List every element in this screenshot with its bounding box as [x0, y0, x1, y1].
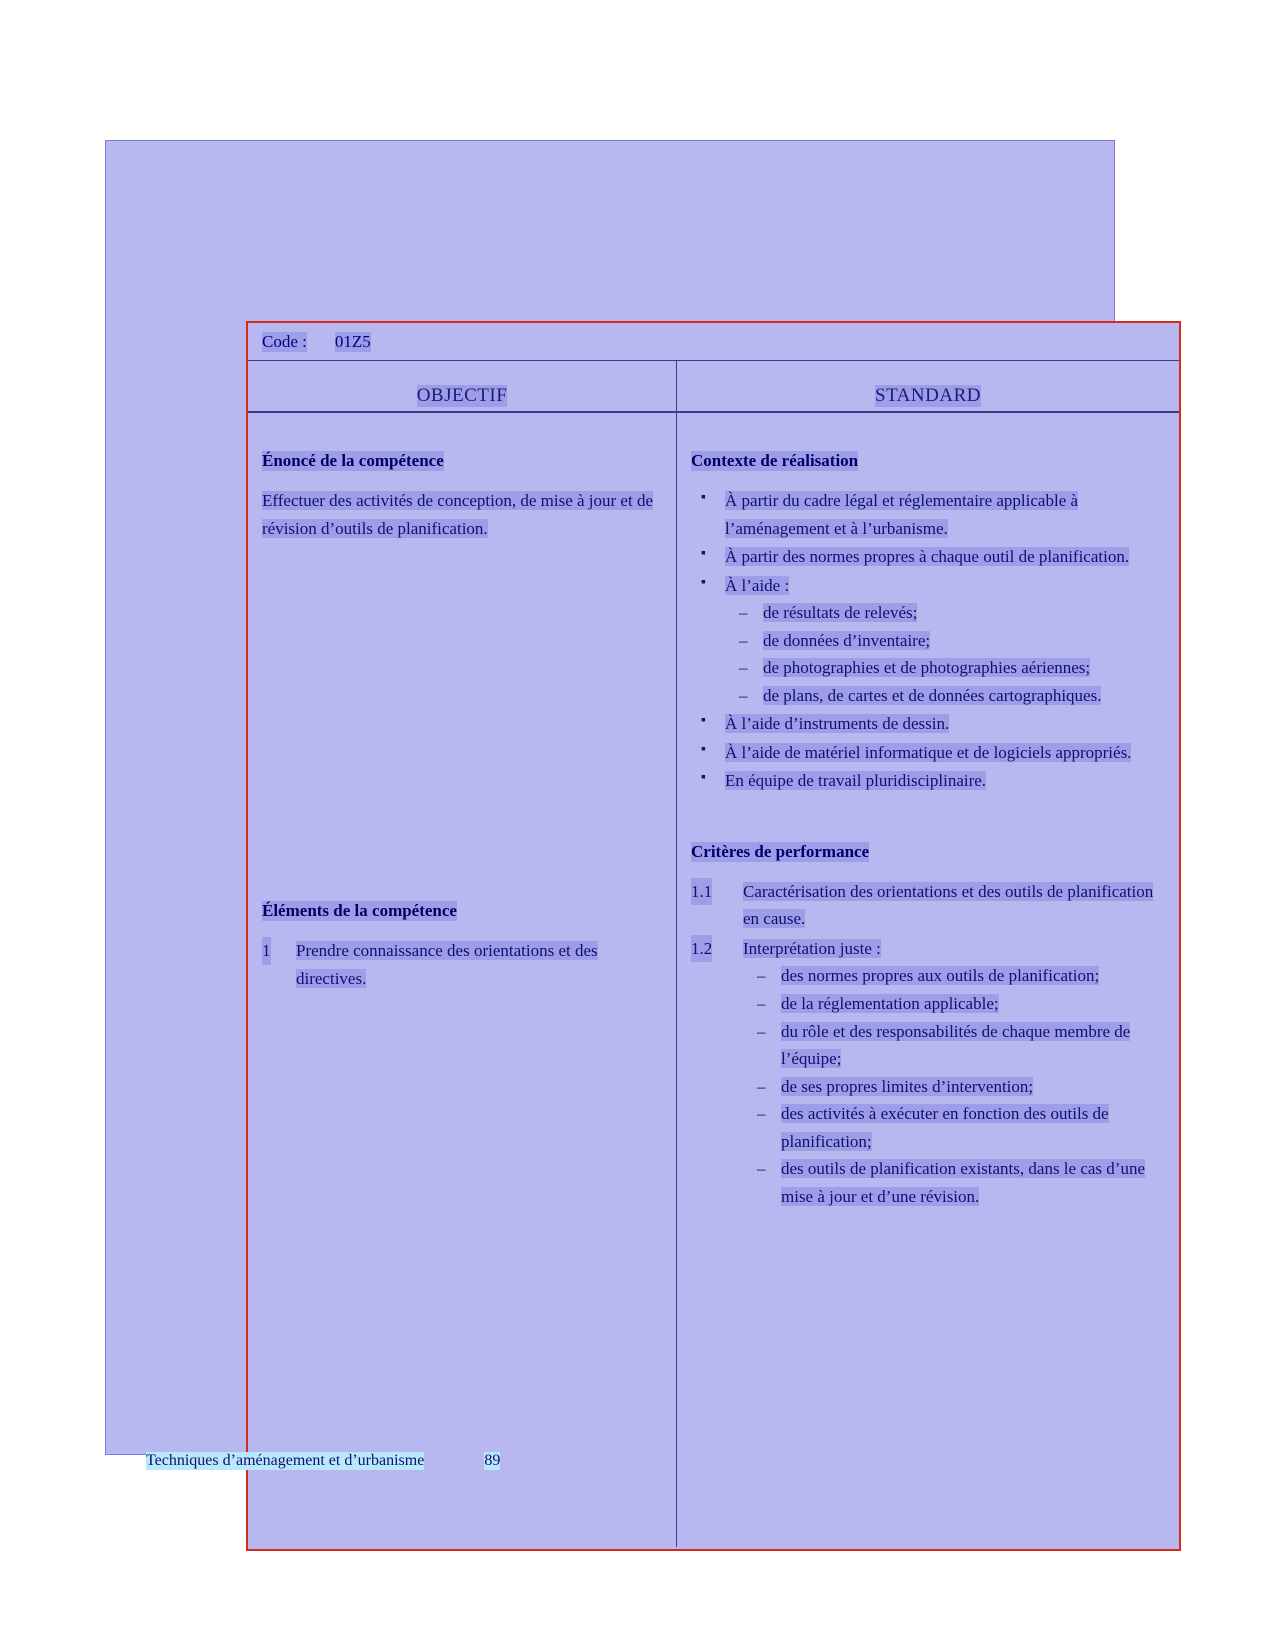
context-subitem-text: de données d’inventaire; [763, 630, 931, 650]
header-cell-objective [248, 361, 677, 411]
context-item-text: En équipe de travail pluridisciplinaire. [725, 771, 987, 791]
competence-statement-title: Énoncé de la compétence [262, 451, 444, 470]
context-subitems-list [725, 599, 1165, 709]
code-value: 01Z5 [334, 331, 371, 351]
criterion-subitem [743, 1073, 1165, 1101]
criterion-subitem-text: des outils de planification existants, dans le cas d’une mise à jour et d’une révision. [781, 1159, 1145, 1206]
header-objective-label: OBJECTIF [416, 385, 508, 406]
context-subitem [725, 627, 1165, 655]
context-item [691, 767, 1165, 795]
context-item-text: À partir du cadre légal et réglementaire applicable à l’aménagement et à l’urbanisme. [725, 491, 1079, 538]
context-item [691, 543, 1165, 571]
criterion-subitem [743, 962, 1165, 990]
criterion-subitem-text: de la réglementation applicable; [781, 993, 999, 1013]
criterion-number: 1.1 [691, 878, 712, 906]
context-item-text: À l’aide de matériel informatique et de logiciels appropriés. [725, 742, 1132, 762]
context-item-text: À l’aide : [725, 575, 790, 595]
competence-statement-text-block [262, 487, 664, 542]
criterion-subitem-text: du rôle et des responsabilités de chaque membre de l’équipe; [781, 1021, 1131, 1069]
element-number-1: 1 [262, 937, 271, 965]
context-subitem [725, 599, 1165, 627]
criterion-subitem-text: de ses propres limites d’intervention; [781, 1076, 1034, 1096]
realisation-context-title: Contexte de réalisation [691, 451, 859, 470]
criterion-item [691, 935, 1165, 1210]
performance-criteria-title: Critères de performance [691, 841, 870, 861]
context-item [691, 710, 1165, 738]
context-items-list [691, 487, 1165, 795]
criterion-text: Interprétation juste : [743, 938, 881, 958]
code-row [248, 323, 1179, 361]
competence-elements-block [262, 901, 664, 937]
criterion-subitem [743, 1100, 1165, 1155]
footer-page-number: 89 [484, 1452, 501, 1469]
header-cell-standard [677, 361, 1179, 411]
element-item-1 [262, 937, 664, 992]
criterion-subitem-text: des normes propres aux outils de planification; [781, 966, 1100, 986]
context-subitem-text: de photographies et de photographies aériennes; [763, 658, 1091, 678]
code-label: Code : [262, 331, 307, 351]
objective-column [248, 413, 677, 1547]
context-item [691, 739, 1165, 767]
context-subitem-text: de résultats de relevés; [763, 603, 918, 623]
realisation-context-block [691, 451, 1165, 487]
context-item [691, 487, 1165, 542]
competence-statement-block [262, 451, 664, 487]
criterion-subitem [743, 1018, 1165, 1073]
competence-statement-text: Effectuer des activités de conception, de mise à jour et de révision d’outils de planification. [262, 491, 653, 538]
competency-table [246, 321, 1181, 1551]
criterion-subitem-text: des activités à exécuter en fonction des outils de planification; [781, 1104, 1109, 1151]
standard-column [677, 413, 1179, 1547]
criterion-item [691, 878, 1165, 933]
header-standard-label: STANDARD [875, 385, 981, 406]
element-text-1: Prendre connaissance des orientations et des directives. [296, 941, 598, 988]
criterion-subitems-list [743, 962, 1165, 1210]
page-footer [146, 1452, 586, 1470]
performance-criteria-block [691, 842, 1165, 878]
standard-spacer [691, 796, 1165, 842]
context-item-text: À l’aide d’instruments de dessin. [725, 714, 950, 734]
context-subitem [725, 654, 1165, 682]
criterion-number: 1.2 [691, 935, 712, 963]
footer-program-name: Techniques d’aménagement et d’urbanisme [146, 1452, 425, 1469]
context-subitem-text: de plans, de cartes et de données cartographiques. [763, 685, 1102, 705]
criterion-subitem [743, 990, 1165, 1018]
competence-elements-title: Éléments de la compétence [262, 901, 457, 921]
criterion-text: Caractérisation des orientations et des outils de planification en cause. [743, 881, 1154, 929]
table-body-row [248, 413, 1179, 1547]
table-header-row [248, 361, 1179, 413]
criterion-subitem [743, 1155, 1165, 1210]
context-item [691, 572, 1165, 710]
objective-spacer [262, 546, 664, 901]
context-subitem [725, 682, 1165, 710]
page-highlight-region [105, 140, 1154, 1455]
context-item-text: À partir des normes propres à chaque outil de planification. [725, 547, 1130, 567]
